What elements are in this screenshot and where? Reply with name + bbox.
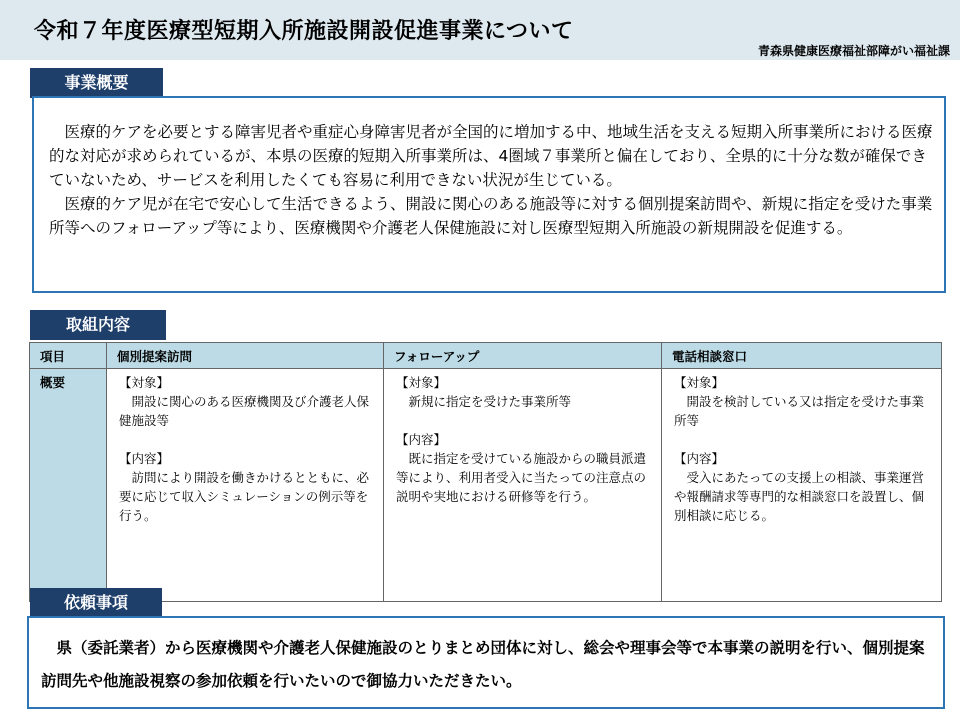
request-box <box>27 616 945 709</box>
request-text: 県（委託業者）から医療機関や介護老人保健施設のとりまとめ団体に対し、総会や理事会等で本事業の説明を行い、個別提案訪問先や他施設視察の参加依頼を行いたいので御協力いただきたい。 <box>41 639 925 690</box>
table-header-row <box>30 343 942 369</box>
cell-phone-text: 【対象】 開設を検討している又は指定を受けた事業所等 【内容】 受入にあたっての支援上の相談、事業運営や報酬請求等専門的な相談窓口を設置し、個別相談に応じる。 <box>674 375 925 523</box>
column-header-phone: 電話相談窓口 <box>662 343 942 369</box>
department-name: 青森県健康医療福祉部障がい福祉課 <box>757 44 950 58</box>
cell-followup-text: 【対象】 新規に指定を受けた事業所等 【内容】 既に指定を受けている施設からの職員派遣等により、利用者受入に当たっての注意点の説明や実地における研修等を行う。 <box>396 375 647 504</box>
section-heading-overview: 事業概要 <box>30 68 163 98</box>
torikumi-table <box>29 342 942 602</box>
cell-visit <box>107 369 384 602</box>
page-title: 令和７年度医療型短期入所施設開設促進事業について <box>34 19 574 44</box>
cell-followup <box>384 369 662 602</box>
header-bar <box>0 0 960 60</box>
section-heading-request: 依頼事項 <box>30 588 162 618</box>
column-header-followup: フォローアップ <box>384 343 662 369</box>
column-header-item: 項目 <box>30 343 107 369</box>
row-label-overview: 概要 <box>30 369 107 602</box>
table-row <box>30 369 942 602</box>
cell-visit-text: 【対象】 開設に関心のある医療機関及び介護老人保健施設等 【内容】 訪問により開設を働きかけるとともに、必要に応じて収入シミュレーションの例示等を行う。 <box>119 375 370 523</box>
overview-box <box>32 96 946 293</box>
cell-phone <box>662 369 942 602</box>
overview-paragraph-2: 医療的ケア児が在宅で安心して生活できるよう、開設に関心のある施設等に対する個別提案訪問や、新規に指定を受けた事業所等へのフォローアップ等により、医療機関や介護老人保健施設に対し医療型短期入所施設の新規開設を促進する。 <box>49 195 933 237</box>
section-heading-torikumi: 取組内容 <box>30 310 166 340</box>
overview-paragraph-1: 医療的ケアを必要とする障害児者や重症心身障害児者が全国的に増加する中、地域生活を支える短期入所事業所における医療的な対応が求められているが、本県の医療的短期入所事業所は、4圏域７事業所と偏在しており、全県的に十分な数が確保できていないため、サービスを利用したくても容易に利用できない状況が生じている。 <box>49 123 933 189</box>
column-header-visit: 個別提案訪問 <box>107 343 384 369</box>
